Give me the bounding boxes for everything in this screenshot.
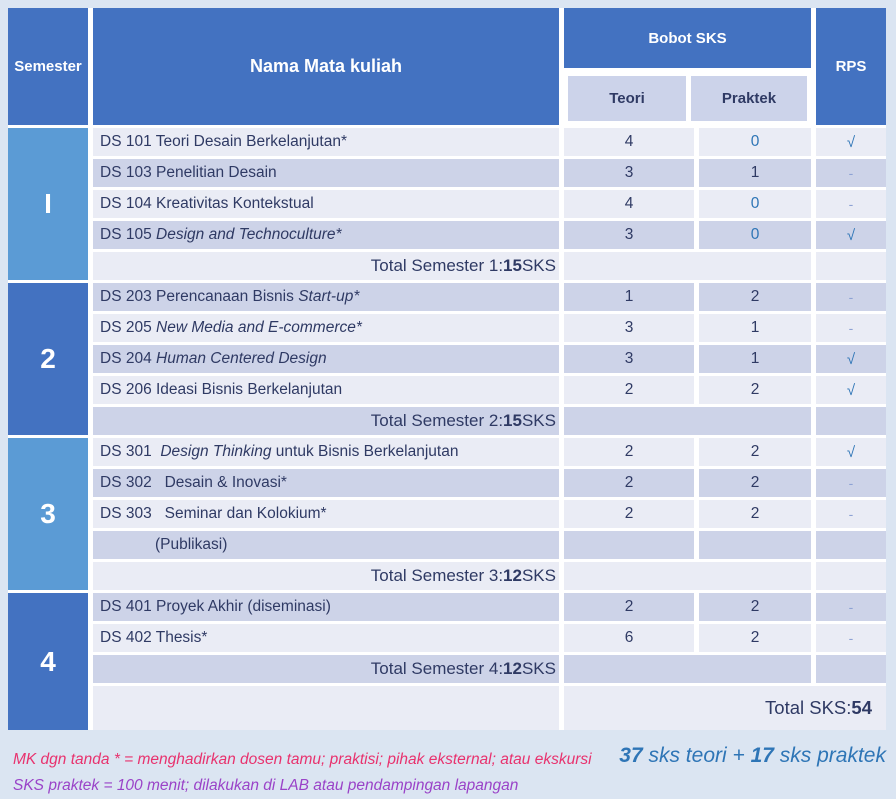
grand-total-cell: Total SKS: 54 [564, 686, 886, 730]
course-name-cell: DS 204 Human Centered Design [93, 345, 559, 373]
course-name-cell: DS 103 Penelitian Desain [93, 159, 559, 187]
course-name-cell: DS 206 Ideasi Bisnis Berkelanjutan [93, 376, 559, 404]
rps-cell: - [816, 159, 886, 187]
semester-cell: I [8, 128, 88, 280]
header-nama-mata-kuliah: Nama Mata kuliah [93, 8, 559, 125]
rps-cell: - [816, 283, 886, 311]
praktek-cell: 0 [699, 221, 811, 249]
teori-cell: 4 [564, 128, 694, 156]
teori-cell: 2 [564, 438, 694, 466]
rps-cell: - [816, 314, 886, 342]
teori-cell: 2 [564, 593, 694, 621]
grand-total-name-spacer [93, 686, 559, 730]
sks-summary-mid: sks teori + [642, 744, 751, 767]
teori-cell: 2 [564, 376, 694, 404]
header-rps: RPS [816, 8, 886, 125]
rps-cell: √ [816, 438, 886, 466]
praktek-cell: 0 [699, 128, 811, 156]
rps-cell: - [816, 469, 886, 497]
total-row-rps-spacer [816, 407, 886, 435]
header-teori: Teori [568, 76, 686, 121]
course-name-cell: DS 205 New Media and E-commerce* [93, 314, 559, 342]
rps-cell: √ [816, 221, 886, 249]
teori-cell: 2 [564, 500, 694, 528]
rps-cell [816, 531, 886, 559]
praktek-cell: 2 [699, 593, 811, 621]
course-name-cell: DS 203 Perencanaan Bisnis Start-up* [93, 283, 559, 311]
course-name-cell: DS 402 Thesis* [93, 624, 559, 652]
rps-cell: - [816, 500, 886, 528]
header-semester: Semester [8, 8, 88, 125]
praktek-cell: 0 [699, 190, 811, 218]
total-row-rps-spacer [816, 562, 886, 590]
teori-cell: 3 [564, 159, 694, 187]
sks-teori-count: 37 [619, 744, 643, 767]
header-bobot-sks: Bobot SKS [564, 8, 811, 68]
rps-cell: √ [816, 128, 886, 156]
footer-notes [13, 747, 592, 799]
praktek-cell: 1 [699, 345, 811, 373]
footnote-asterisk: MK dgn tanda * = menghadirkan dosen tamu; praktisi; pihak eksternal; atau ekskursi [13, 751, 592, 768]
total-row-spacer [564, 407, 811, 435]
teori-cell: 4 [564, 190, 694, 218]
total-row-spacer [564, 252, 811, 280]
header-praktek: Praktek [691, 76, 807, 121]
praktek-cell: 2 [699, 624, 811, 652]
teori-cell: 1 [564, 283, 694, 311]
rps-cell: - [816, 624, 886, 652]
total-row-label: Total Semester 1: 15 SKS [93, 252, 559, 280]
praktek-cell: 1 [699, 314, 811, 342]
teori-cell: 3 [564, 314, 694, 342]
total-row-rps-spacer [816, 252, 886, 280]
praktek-cell: 2 [699, 500, 811, 528]
course-name-cell: DS 401 Proyek Akhir (diseminasi) [93, 593, 559, 621]
course-name-cell: (Publikasi) [93, 531, 559, 559]
rps-cell: √ [816, 345, 886, 373]
praktek-cell: 1 [699, 159, 811, 187]
sks-praktek-count: 17 [750, 744, 774, 767]
sks-summary-suffix: sks praktek [773, 744, 886, 767]
total-row-spacer [564, 562, 811, 590]
teori-cell: 2 [564, 469, 694, 497]
praktek-cell: 2 [699, 376, 811, 404]
course-name-cell: DS 303 Seminar dan Kolokium* [93, 500, 559, 528]
footnote-sks-praktek: SKS praktek = 100 menit; dilakukan di LAB atau pendampingan lapangan [13, 777, 519, 794]
teori-cell: 3 [564, 221, 694, 249]
teori-cell: 3 [564, 345, 694, 373]
teori-cell [564, 531, 694, 559]
total-row-rps-spacer [816, 655, 886, 683]
rps-cell: - [816, 190, 886, 218]
header-subrow [564, 72, 811, 125]
course-name-cell: DS 101 Teori Desain Berkelanjutan* [93, 128, 559, 156]
semester-cell: 3 [8, 438, 88, 590]
total-row-spacer [564, 655, 811, 683]
header-bobot-group [564, 8, 811, 125]
rps-cell: √ [816, 376, 886, 404]
total-row-label: Total Semester 4: 12 SKS [93, 655, 559, 683]
rps-cell: - [816, 593, 886, 621]
semester-cell: 2 [8, 283, 88, 435]
sks-summary [619, 744, 886, 768]
semester-cell: 4 [8, 593, 88, 730]
total-row-label: Total Semester 3: 12 SKS [93, 562, 559, 590]
course-name-cell: DS 104 Kreativitas Kontekstual [93, 190, 559, 218]
teori-cell: 6 [564, 624, 694, 652]
course-name-cell: DS 105 Design and Technoculture* [93, 221, 559, 249]
total-row-label: Total Semester 2: 15 SKS [93, 407, 559, 435]
praktek-cell: 2 [699, 438, 811, 466]
praktek-cell: 2 [699, 469, 811, 497]
course-name-cell: DS 302 Desain & Inovasi* [93, 469, 559, 497]
praktek-cell [699, 531, 811, 559]
course-name-cell: DS 301 Design Thinking untuk Bisnis Berkelanjutan [93, 438, 559, 466]
praktek-cell: 2 [699, 283, 811, 311]
curriculum-table [8, 8, 886, 730]
